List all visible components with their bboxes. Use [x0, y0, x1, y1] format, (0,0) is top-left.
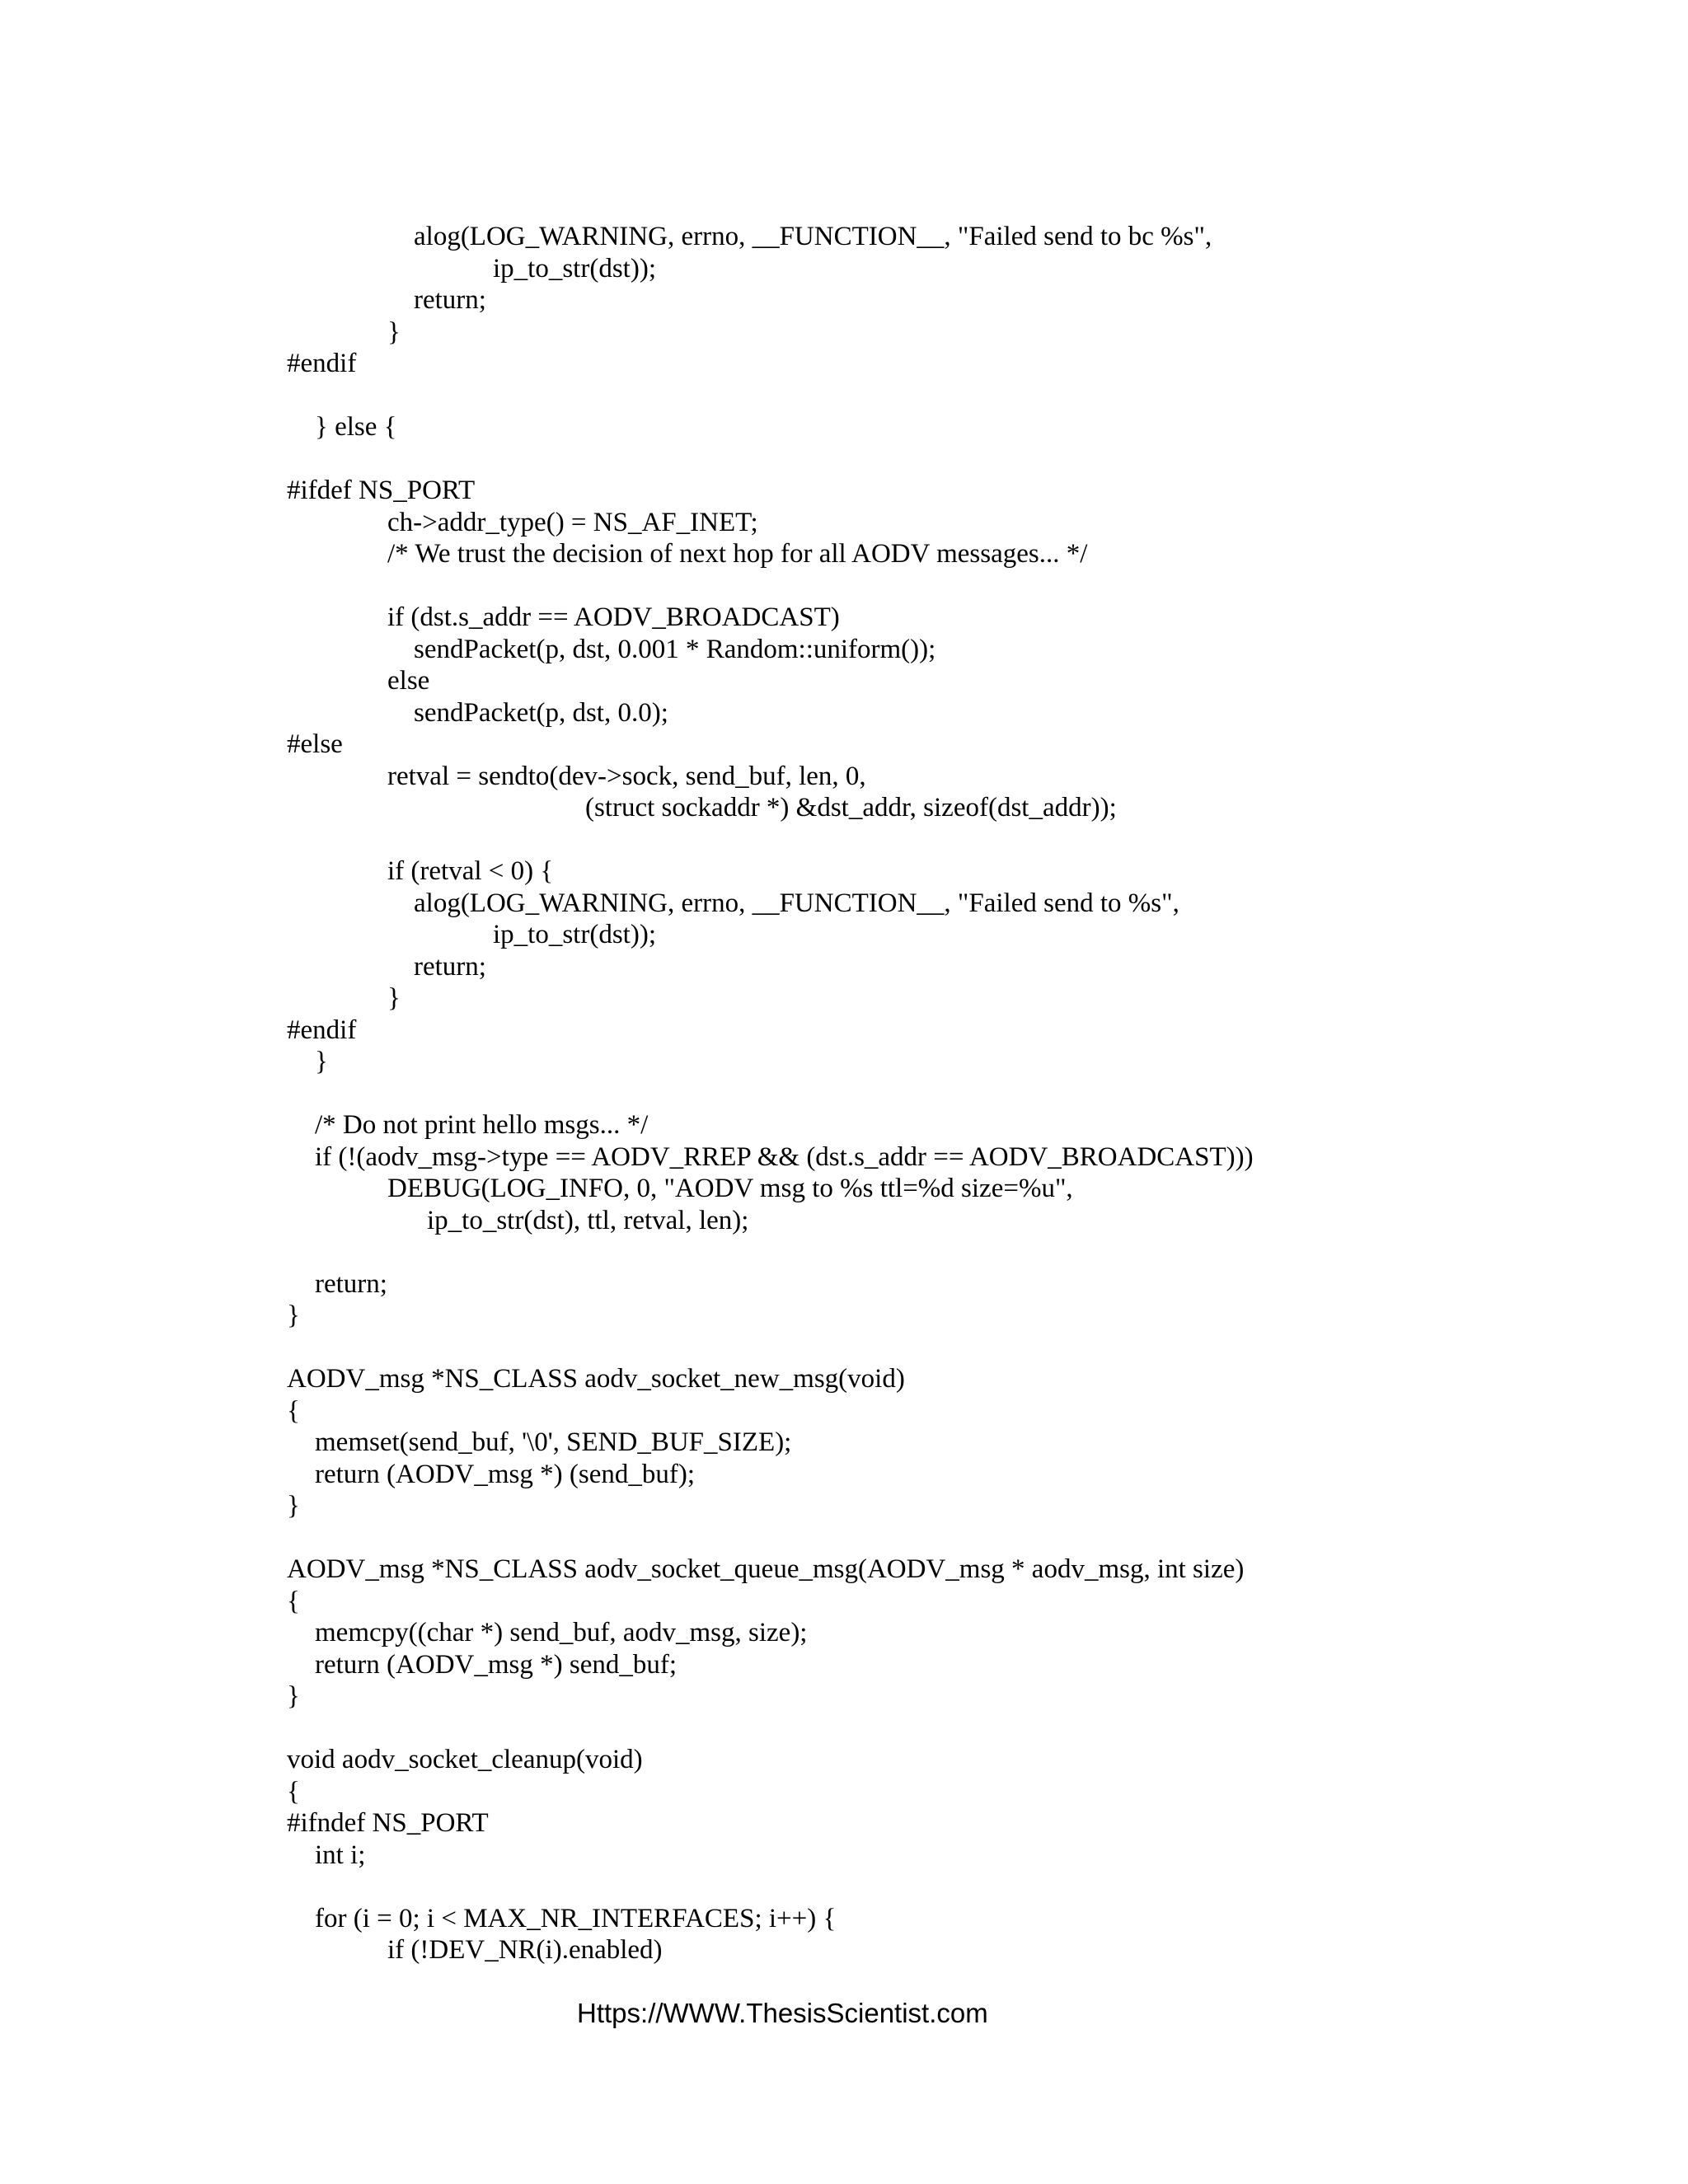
code-line: }: [315, 1047, 328, 1076]
blank-line: [0, 380, 1688, 412]
code-line: #ifndef NS_PORT: [287, 1808, 489, 1838]
code-line: memcpy((char *) send_buf, aodv_msg, size);: [315, 1618, 808, 1647]
code-line: #endif: [287, 1015, 357, 1045]
code-line: /* Do not print hello msgs... */: [315, 1110, 649, 1140]
code-line: return;: [414, 951, 486, 982]
code-line: retval = sendto(dev->sock, send_buf, len, 0,: [387, 761, 866, 791]
code-line: if (dst.s_addr == AODV_BROADCAST): [387, 602, 840, 632]
code-line: }: [287, 1301, 300, 1330]
code-line: (struct sockaddr *) &dst_addr, sizeof(dst_addr));: [585, 793, 1117, 823]
code-listing: [0, 221, 1688, 1966]
code-line: #ifdef NS_PORT: [287, 476, 476, 505]
blank-line: [0, 1078, 1688, 1110]
code-line: }: [387, 316, 401, 347]
code-line: {: [287, 1776, 300, 1807]
code-line: memset(send_buf, '\0', SEND_BUF_SIZE);: [315, 1427, 792, 1457]
code-line: } else {: [315, 412, 397, 442]
footer-url: Https://WWW.ThesisScientist.com: [577, 1998, 988, 2028]
code-line: return;: [414, 285, 486, 315]
code-line: return;: [315, 1268, 387, 1299]
code-line: if (!(aodv_msg->type == AODV_RREP && (dst.s_addr == AODV_BROADCAST))): [315, 1141, 1254, 1172]
code-line: DEBUG(LOG_INFO, 0, "AODV msg to %s ttl=%d size=%u",: [387, 1174, 1073, 1203]
code-line: }: [287, 1491, 300, 1521]
code-line: return (AODV_msg *) (send_buf);: [315, 1459, 695, 1489]
blank-line: [0, 570, 1688, 602]
blank-line: [0, 1236, 1688, 1268]
code-line: int i;: [315, 1840, 366, 1870]
code-line: #else: [287, 729, 343, 759]
code-line: return (AODV_msg *) send_buf;: [315, 1649, 678, 1680]
code-line: if (!DEV_NR(i).enabled): [387, 1935, 663, 1965]
blank-line: [0, 1713, 1688, 1745]
code-line: sendPacket(p, dst, 0.0);: [414, 697, 668, 728]
code-line: AODV_msg *NS_CLASS aodv_socket_queue_msg(AODV_msg * aodv_msg, int size): [287, 1554, 1245, 1584]
code-line: ch->addr_type() = NS_AF_INET;: [387, 507, 758, 537]
blank-line: [0, 1522, 1688, 1554]
code-line: #endif: [287, 349, 357, 378]
code-line: sendPacket(p, dst, 0.001 * Random::uniform());: [414, 634, 936, 664]
code-line: else: [387, 666, 430, 696]
code-line: void aodv_socket_cleanup(void): [287, 1745, 643, 1774]
code-line: for (i = 0; i < MAX_NR_INTERFACES; i++) {: [315, 1903, 837, 1933]
code-line: }: [387, 983, 401, 1013]
code-line: /* We trust the decision of next hop for all AODV messages... */: [387, 539, 1088, 569]
blank-line: [0, 443, 1688, 476]
code-line: ip_to_str(dst));: [493, 253, 656, 284]
blank-line: [0, 1332, 1688, 1364]
code-line: {: [287, 1395, 300, 1426]
code-line: {: [287, 1586, 300, 1616]
code-line: AODV_msg *NS_CLASS aodv_socket_new_msg(void): [287, 1364, 905, 1394]
code-line: if (retval < 0) {: [387, 856, 554, 886]
code-line: alog(LOG_WARNING, errno, __FUNCTION__, "Failed send to %s",: [414, 888, 1179, 918]
blank-line: [0, 824, 1688, 856]
code-line: }: [287, 1681, 300, 1711]
code-line: ip_to_str(dst), ttl, retval, len);: [427, 1205, 749, 1235]
code-line: alog(LOG_WARNING, errno, __FUNCTION__, "Failed send to bc %s",: [414, 222, 1212, 251]
blank-line: [0, 1871, 1688, 1903]
code-line: ip_to_str(dst));: [493, 920, 656, 949]
